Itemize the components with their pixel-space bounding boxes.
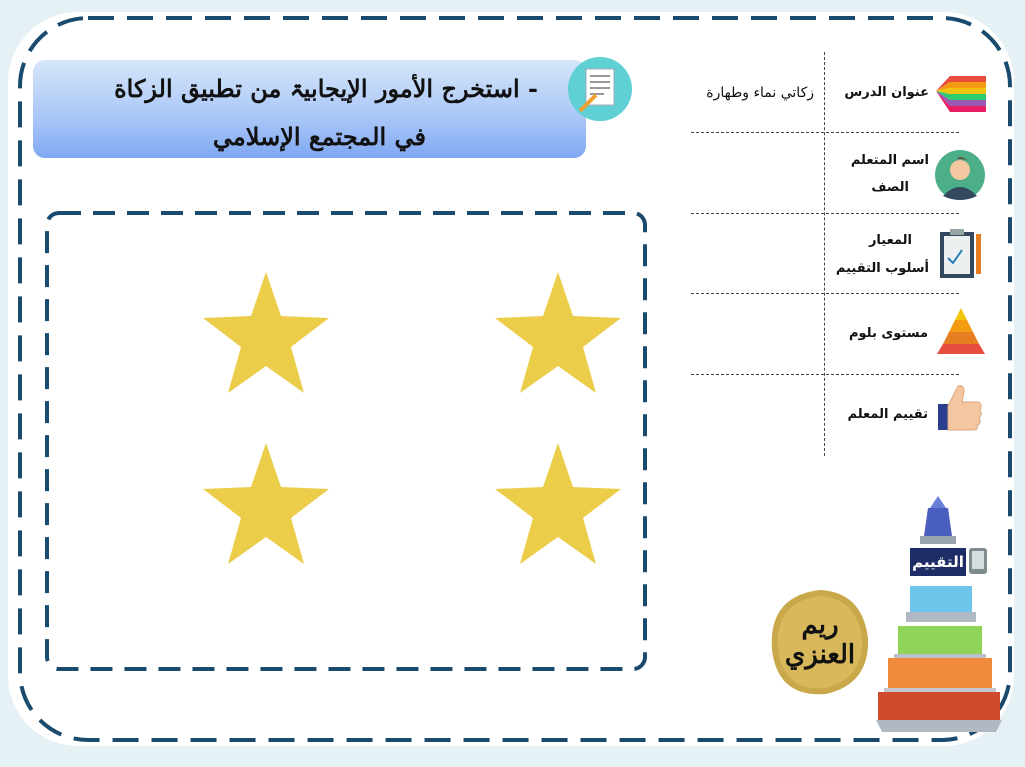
class-label: الصف bbox=[871, 180, 909, 195]
star-1 bbox=[203, 272, 329, 393]
table-divider bbox=[691, 374, 959, 375]
user-avatar-icon bbox=[935, 150, 985, 200]
question-line-1: - استخرج الأمور الإيجابيۃ من تطبيق الزكاة bbox=[114, 74, 538, 103]
lesson-title-value: زكاتي نماء وطهارة bbox=[706, 85, 814, 101]
table-divider bbox=[691, 293, 959, 294]
signature-name: ريم العنزي bbox=[784, 610, 856, 670]
table-divider bbox=[691, 132, 959, 133]
question-line-2: في المجتمع الإسلامي bbox=[212, 122, 426, 151]
star-3 bbox=[203, 443, 329, 564]
teacher-eval-label: تقييم المعلم bbox=[847, 407, 928, 422]
tablet-icon bbox=[968, 547, 988, 575]
evaluation-stairs bbox=[876, 496, 1002, 734]
table-divider bbox=[691, 213, 959, 214]
assessment-method-label: أسلوب التقييم bbox=[835, 261, 929, 276]
question-title-box bbox=[33, 60, 586, 158]
lesson-title-label: عنوان الدرس bbox=[844, 85, 929, 100]
learner-name-label: اسم المتعلم bbox=[850, 153, 929, 168]
notepad-pencil-icon bbox=[568, 57, 632, 121]
evaluation-label: التقييم bbox=[910, 548, 966, 576]
star-4 bbox=[495, 443, 621, 564]
pencils-icon bbox=[936, 66, 986, 116]
standard-label: المعيار bbox=[868, 233, 912, 248]
bloom-level-label: مستوى بلوم bbox=[848, 326, 928, 341]
star-2 bbox=[495, 272, 621, 393]
thumbs-up-icon bbox=[936, 382, 984, 432]
pyramid-icon bbox=[936, 306, 986, 354]
clipboard-icon bbox=[938, 228, 984, 280]
table-divider-vertical bbox=[824, 52, 825, 456]
